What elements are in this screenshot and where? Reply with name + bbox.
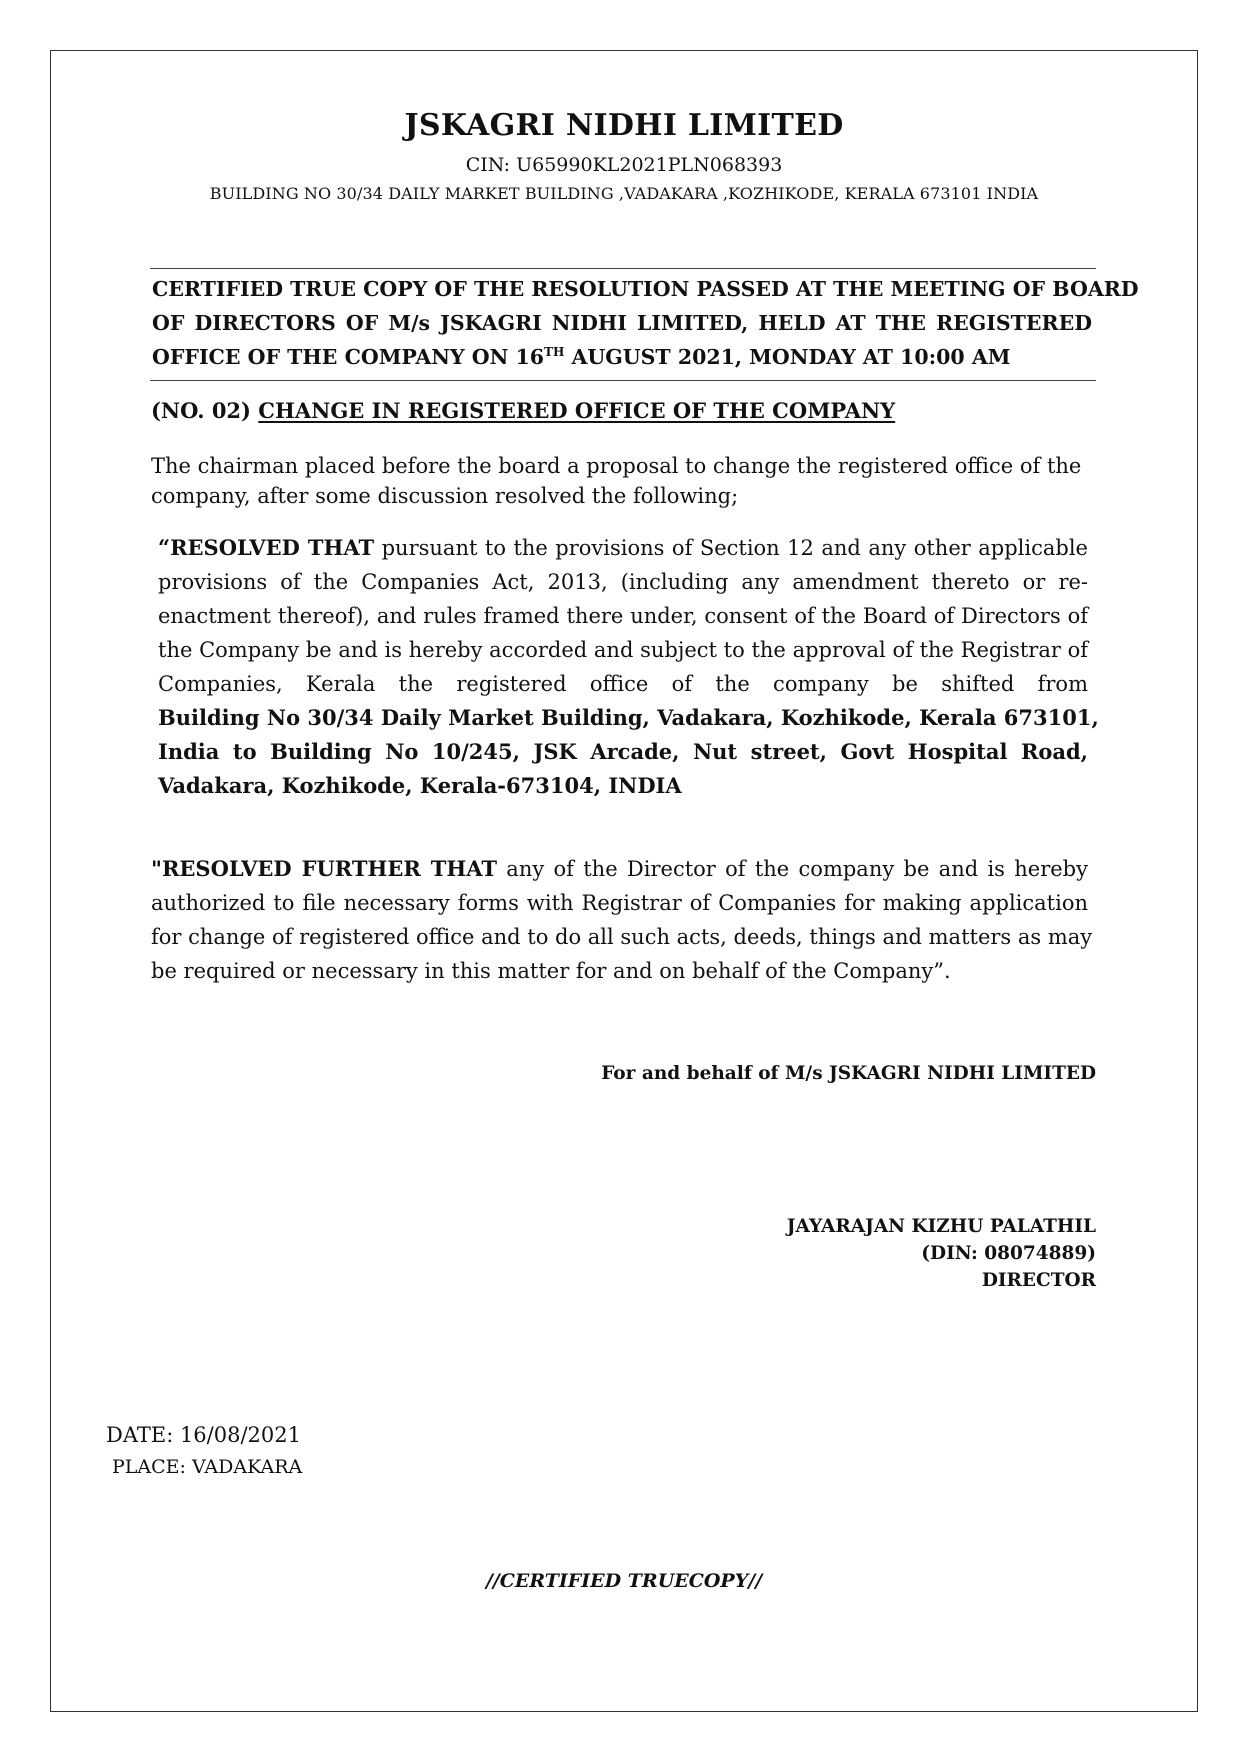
resolved-further-line: authorized to file necessary forms with Registrar of Companies for making application bbox=[151, 891, 1088, 915]
certified-heading-line bbox=[152, 340, 1092, 374]
certified-heading-line: CERTIFIED TRUE COPY OF THE RESOLUTION PASSED AT THE MEETING OF BOARD bbox=[152, 277, 1139, 301]
resolved-further-line: for change of registered office and to do all such acts, deeds, things and matters as may bbox=[151, 925, 1093, 949]
resolved-further-text: any of the Director of the company be and is hereby bbox=[497, 857, 1088, 881]
resolved-further-line bbox=[151, 852, 1088, 886]
signatory-block bbox=[787, 1213, 1096, 1294]
signatory-designation: DIRECTOR bbox=[981, 1270, 1096, 1291]
certified-true-copy-footer: //CERTIFIED TRUECOPY// bbox=[485, 1570, 763, 1592]
ordinal-suffix: TH bbox=[544, 345, 565, 360]
resolved-address-line: Building No 30/34 Daily Market Building, Vadakara, Kozhikode, Kerala 673101, bbox=[158, 705, 1099, 730]
heading-date-text: OFFICE OF THE COMPANY ON 16 bbox=[152, 345, 545, 369]
resolved-paragraph bbox=[158, 531, 1099, 803]
section-number: (NO. 02) bbox=[151, 398, 251, 423]
certified-resolution-heading bbox=[150, 268, 1139, 381]
on-behalf-of: For and behalf of M/s JSKAGRI NIDHI LIMITED bbox=[601, 1063, 1096, 1084]
signatory-din: (DIN: 08074889) bbox=[921, 1243, 1096, 1264]
resolved-line bbox=[158, 531, 1088, 565]
intro-paragraph bbox=[151, 451, 1096, 511]
signatory-name: JAYARAJAN KIZHU PALATHIL bbox=[786, 1216, 1096, 1237]
company-address: BUILDING NO 30/34 DAILY MARKET BUILDING ,VADAKARA ,KOZHIKODE, KERALA 673101 INDIA bbox=[209, 184, 1039, 203]
resolved-address-line: Vadakara, Kozhikode, Kerala-673104, INDIA bbox=[158, 773, 682, 798]
intro-line: company, after some discussion resolved the following; bbox=[151, 484, 739, 508]
certified-heading-line: OF DIRECTORS OF M/s JSKAGRI NIDHI LIMITED, HELD AT THE REGISTERED bbox=[152, 311, 1092, 335]
resolved-line: provisions of the Companies Act, 2013, (including any amendment thereto or re- bbox=[158, 570, 1088, 594]
section-title bbox=[151, 398, 895, 423]
resolved-further-paragraph bbox=[151, 852, 1093, 988]
resolved-lead: “RESOLVED THAT bbox=[158, 535, 375, 560]
intro-line: The chairman placed before the board a proposal to change the registered office of the bbox=[151, 454, 1082, 478]
company-cin: CIN: U65990KL2021PLN068393 bbox=[465, 154, 783, 176]
resolved-address-line: India to Building No 10/245, JSK Arcade, Nut street, Govt Hospital Road, bbox=[158, 739, 1088, 764]
resolved-line: enactment thereof), and rules framed there under, consent of the Board of Directors of bbox=[158, 604, 1088, 628]
document-date: DATE: 16/08/2021 bbox=[106, 1423, 301, 1447]
resolved-text: pursuant to the provisions of Section 12 and any other applicable bbox=[374, 536, 1088, 560]
resolved-further-line: be required or necessary in this matter for and on behalf of the Company”. bbox=[151, 959, 951, 983]
company-name: JSKAGRI NIDHI LIMITED bbox=[404, 108, 844, 143]
resolved-further-lead: "RESOLVED FURTHER THAT bbox=[151, 856, 497, 881]
resolved-line: the Company be and is hereby accorded and subject to the approval of the Registrar of bbox=[158, 638, 1088, 662]
heading-date-text: AUGUST 2021, MONDAY AT 10:00 AM bbox=[564, 345, 1011, 369]
section-title-text: CHANGE IN REGISTERED OFFICE OF THE COMPANY bbox=[258, 398, 896, 423]
document-place: PLACE: VADAKARA bbox=[112, 1456, 303, 1478]
resolved-line: Companies, Kerala the registered office of the company be shifted from bbox=[158, 672, 1088, 696]
